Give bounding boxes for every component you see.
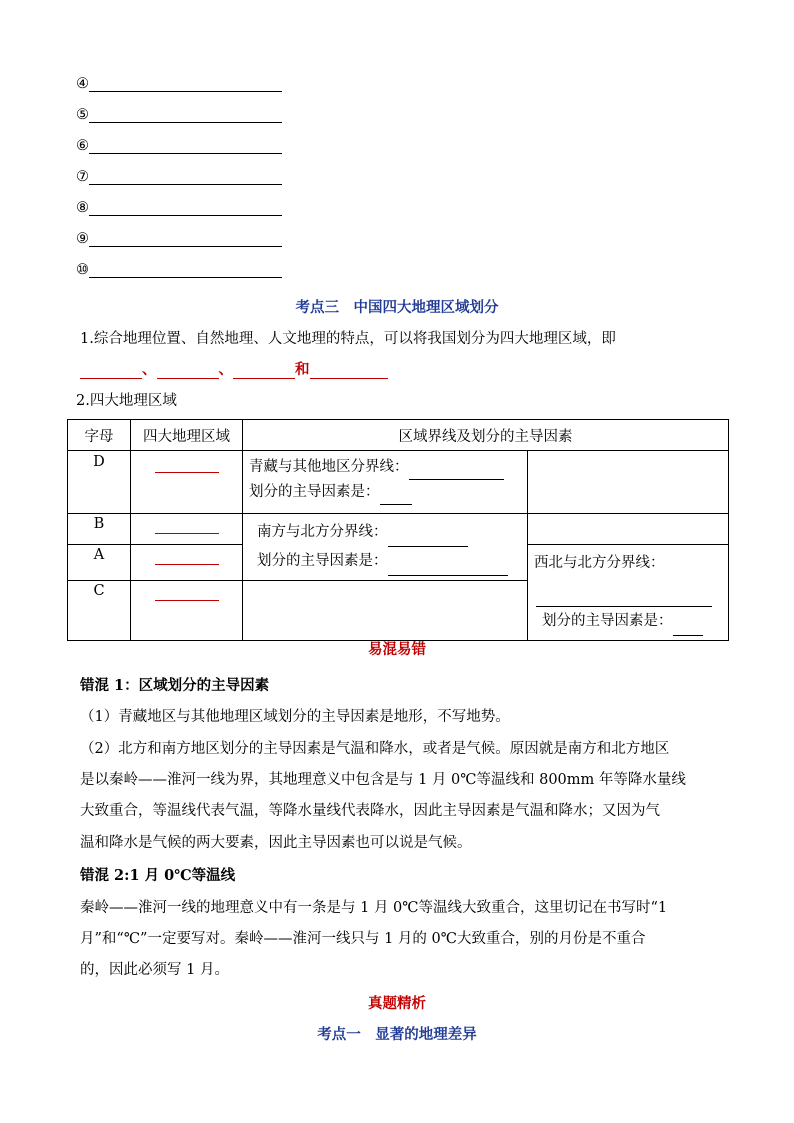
numbered-blank-item: [76, 76, 282, 107]
table-row: [68, 514, 729, 545]
real-questions-heading: 真题精析: [368, 995, 426, 1012]
answer-blank[interactable]: [536, 592, 712, 607]
mistake-1-point-2-line-4: 温和降水是气候的两大要素，因此主导因素也可以说是气候。: [80, 835, 472, 851]
answer-blank[interactable]: [388, 561, 508, 576]
numbered-blank-list: [76, 76, 282, 293]
ns-factor: 划分的主导因素是：: [257, 547, 521, 576]
nw-boundary: 西北与北方分界线：: [534, 555, 665, 571]
mistake-1-point-1: （1）青藏地区与其他地理区域划分的主导因素是地形，不写地势。: [80, 709, 510, 725]
row-letter: A: [93, 547, 105, 563]
answer-blank[interactable]: [89, 201, 282, 216]
answer-blank[interactable]: [80, 364, 142, 379]
mistake-2-line-2: 月”和“℃”一定要写对。秦岭——淮河一线只与 1 月的 0℃大致重合，别的月份是不重合: [80, 931, 646, 947]
header-boundary: 区域界线及划分的主导因素: [243, 420, 729, 451]
item-number: ⑨: [76, 231, 89, 247]
mistake-1-point-2-line-3: 大致重合，等温线代表气温，等降水量线代表降水，因此主导因素是气温和降水；又因为气: [80, 803, 660, 819]
answer-blank[interactable]: [409, 465, 504, 480]
answer-blank[interactable]: [233, 364, 295, 379]
region-blank[interactable]: [155, 586, 219, 601]
answer-blank[interactable]: [89, 263, 282, 278]
header-region: 四大地理区域: [131, 420, 243, 451]
answer-blank[interactable]: [310, 364, 388, 379]
item-number: ⑩: [76, 262, 89, 278]
header-letter: 字母: [68, 420, 131, 451]
mistake-2-line-3: 的，因此必须写 1 月。: [80, 962, 229, 978]
numbered-blank-item: [76, 231, 282, 262]
regions-table: [67, 419, 729, 641]
item-number: ⑦: [76, 169, 89, 185]
qz-factor: 划分的主导因素是：: [249, 480, 521, 505]
numbered-blank-item: [76, 262, 282, 293]
question-1-text: 1.综合地理位置、自然地理、人文地理的特点，可以将我国划分为四大地理区域，即: [80, 331, 616, 347]
row-letter: D: [93, 454, 105, 470]
answer-blank[interactable]: [89, 77, 282, 92]
answer-blank[interactable]: [157, 364, 219, 379]
nw-boundary-blank: [534, 578, 722, 607]
numbered-blank-item: [76, 200, 282, 231]
nw-factor: 划分的主导因素是：: [534, 607, 722, 636]
item-number: ⑧: [76, 200, 89, 216]
region-blank[interactable]: [155, 458, 219, 473]
table-row: [68, 451, 729, 514]
numbered-blank-item: [76, 169, 282, 200]
numbered-blank-item: [76, 107, 282, 138]
row-letter: B: [93, 516, 105, 532]
answer-blank[interactable]: [89, 170, 282, 185]
separator: 、: [218, 361, 233, 378]
separator: 、: [142, 361, 157, 378]
item-number: ⑤: [76, 107, 89, 123]
item-number: ⑥: [76, 138, 89, 154]
answer-blank[interactable]: [89, 139, 282, 154]
region-blank[interactable]: [155, 550, 219, 565]
mistake-1-point-2-line-2: 是以秦岭——淮河一线为界，其地理意义中包含是与 1 月 0℃等温线和 800mm 年等降水量线: [80, 772, 686, 788]
mistake-1-point-2-line-1: （2）北方和南方地区划分的主导因素是气温和降水，或者是气候。原因就是南方和北方地区: [80, 741, 670, 757]
answer-blank[interactable]: [380, 490, 412, 505]
answer-blank[interactable]: [388, 532, 468, 547]
conjunction: 和: [295, 361, 310, 378]
mistakes-heading: 易混易错: [368, 641, 426, 658]
answer-blank[interactable]: [673, 621, 703, 636]
numbered-blank-item: [76, 138, 282, 169]
mistake-1-title: 错混 1：区域划分的主导因素: [80, 677, 270, 694]
region-blank[interactable]: [155, 519, 219, 534]
qz-boundary: 青藏与其他地区分界线：: [249, 455, 521, 480]
row-letter: C: [93, 583, 105, 599]
mistake-2-line-1: 秦岭——淮河一线的地理意义中有一条是与 1 月 0℃等温线大致重合，这里切记在书写时“1: [80, 900, 668, 916]
mistake-2-title: 错混 2:1 月 0℃等温线: [80, 867, 236, 884]
ns-boundary: 南方与北方分界线：: [257, 518, 521, 547]
section-title: 考点三 中国四大地理区域划分: [295, 299, 499, 316]
answer-blank[interactable]: [89, 232, 282, 247]
item-number: ④: [76, 76, 89, 92]
question-2-label: 2.四大地理区域: [76, 393, 177, 409]
question-1-blanks: [80, 358, 388, 379]
table-header-row: [68, 420, 729, 451]
answer-blank[interactable]: [89, 108, 282, 123]
section-title: 考点一 显著的地理差异: [317, 1026, 477, 1043]
